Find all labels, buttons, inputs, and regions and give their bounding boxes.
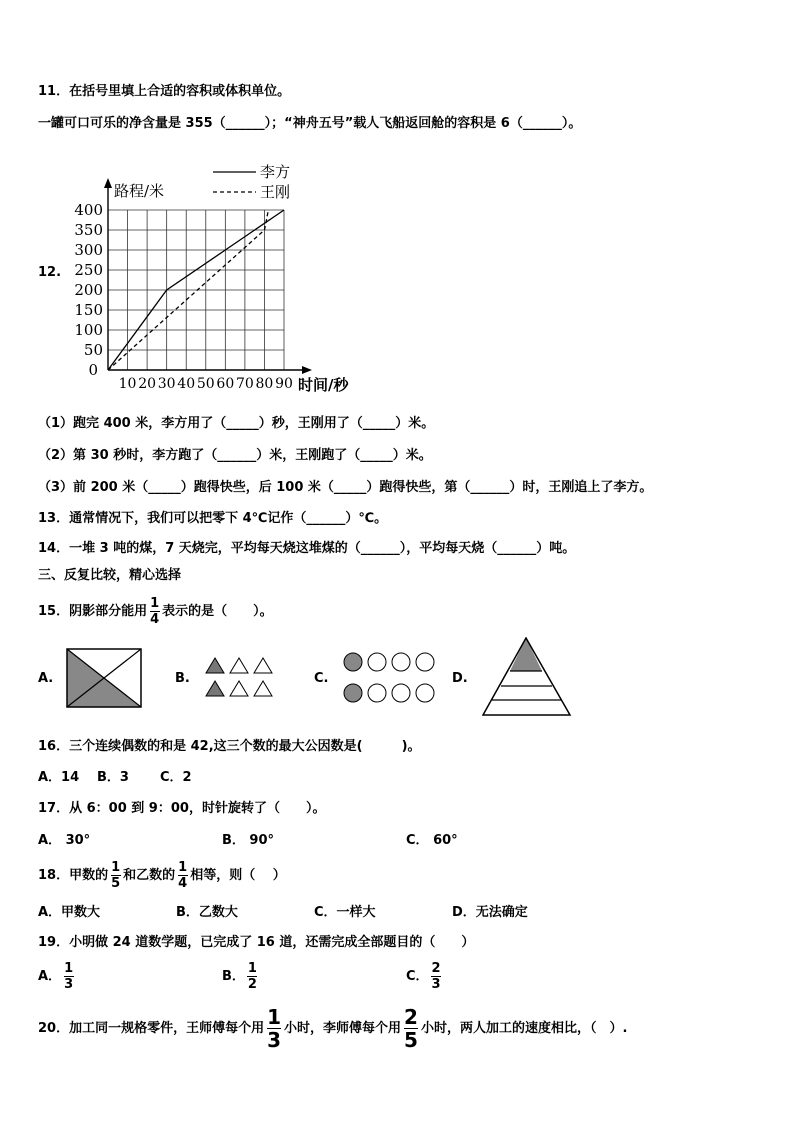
q20-mid: 小时，李师傅每个用 [284, 1021, 402, 1036]
denominator: 3 [64, 977, 74, 992]
section-heading: 三、反复比较，精心选择 [38, 568, 182, 583]
q12-sub2: （2）第 30 秒时，李方跑了（______）米，王刚跑了（_____）米。 [38, 448, 432, 463]
option-d-pyramid-figure [482, 637, 572, 717]
fraction [63, 962, 74, 991]
q12-sub3: （3）前 200 米（_____）跑得快些，后 100 米（_____）跑得快些，第（______）时，王刚追上了李方。 [38, 480, 653, 495]
y-tick-label: 200 [74, 281, 103, 299]
q20-pre: 20．加工同一规格零件，王师傅每个用 [38, 1021, 265, 1036]
y-tick-label: 150 [74, 301, 103, 319]
q19-option-b [222, 962, 260, 991]
x-tick-label: 90 [275, 376, 293, 392]
q17-option-c: C． 60° [406, 833, 458, 848]
option-b-triangles-figure [204, 656, 276, 700]
q15-option-a-label: A. [38, 671, 54, 686]
distance-time-chart [60, 160, 390, 395]
numerator: 1 [178, 860, 188, 875]
denominator: 5 [111, 876, 121, 891]
q15-option-c-label: C. [314, 671, 329, 686]
q15-pre: 15．阴影部分能用 [38, 604, 148, 619]
x-tick-label: 20 [138, 376, 157, 392]
denominator: 2 [247, 977, 257, 992]
option-label: B． [222, 969, 245, 984]
q12-sub1: （1）跑完 400 米，李方用了（_____）秒，王刚用了（_____）米。 [38, 416, 435, 431]
denominator: 3 [431, 977, 441, 992]
numerator: 1 [64, 961, 74, 976]
legend-label-1: 李方 [260, 163, 291, 181]
q11-title: 11．在括号里填上合适的容积或体积单位。 [38, 84, 291, 99]
option-a-square-figure [66, 648, 142, 708]
q20 [38, 1007, 627, 1050]
y-tick-label: 100 [74, 321, 103, 339]
legend-label-2: 王刚 [260, 183, 291, 201]
origin-label: 0 [88, 361, 98, 379]
x-tick-label: 40 [177, 376, 196, 392]
numerator: 2 [431, 961, 441, 976]
fraction [149, 597, 160, 626]
q17: 17．从 6：00 到 9：00，时针旋转了（ ）。 [38, 801, 326, 816]
q18-pre: 18．甲数的 [38, 868, 109, 883]
q15-option-d-label: D. [452, 671, 468, 686]
q18-option-c: C．一样大 [314, 905, 376, 920]
fraction [110, 861, 121, 890]
x-tick-label: 70 [235, 376, 254, 392]
q14: 14．一堆 3 吨的煤，7 天烧完，平均每天烧这堆煤的（______），平均每天烧（______）吨。 [38, 541, 576, 556]
numerator: 1 [111, 860, 121, 875]
denominator: 5 [404, 1028, 418, 1052]
q20-post: 小时，两人加工的速度相比，（ ）. [420, 1021, 628, 1036]
denominator: 4 [178, 876, 188, 891]
q19: 19．小明做 24 道数学题，已完成了 16 道，还需完成全部题目的（ ） [38, 935, 475, 950]
q19-option-a [38, 962, 76, 991]
fraction [266, 1007, 282, 1050]
x-tick-label: 80 [255, 376, 274, 392]
x-tick-label: 60 [216, 376, 235, 392]
numerator: 1 [247, 961, 257, 976]
y-axis-arrow [104, 178, 112, 188]
q18-mid: 和乙数的 [123, 868, 176, 883]
q16-option-b: B．3 [97, 770, 129, 785]
fraction [403, 1007, 419, 1050]
q15-question [38, 597, 273, 626]
q12-number: 12. [38, 265, 62, 280]
q16-option-c: C．2 [160, 770, 192, 785]
q16-option-a: A．14 [38, 770, 80, 785]
option-c-circles-figure [342, 651, 438, 705]
y-tick-label: 250 [74, 261, 103, 279]
q18 [38, 861, 286, 890]
denominator: 4 [150, 612, 160, 627]
q13: 13．通常情况下，我们可以把零下 4℃记作（______）℃。 [38, 511, 388, 526]
numerator: 1 [150, 596, 160, 611]
x-tick-label: 30 [157, 376, 176, 392]
q15-option-b-label: B. [175, 671, 190, 686]
x-tick-label: 50 [196, 376, 215, 392]
q18-post: 相等，则（ ） [190, 868, 286, 883]
x-tick-label: 10 [118, 376, 137, 392]
numerator: 2 [404, 1005, 418, 1029]
fraction [431, 962, 442, 991]
numerator: 1 [267, 1005, 282, 1029]
y-tick-label: 400 [74, 201, 103, 219]
q16: 16．三个连续偶数的和是 42,这三个数的最大公因数是( )。 [38, 739, 421, 754]
y-axis-label: 路程/米 [114, 182, 165, 200]
q19-option-c [406, 962, 444, 991]
y-tick-label: 50 [83, 341, 103, 359]
q18-option-b: B．乙数大 [176, 905, 238, 920]
x-axis-arrow [302, 366, 312, 374]
q15-post: 表示的是（ ）。 [162, 604, 273, 619]
fraction [247, 962, 258, 991]
x-axis-label: 时间/秒 [298, 376, 349, 394]
q17-option-a: A． 30° [38, 833, 91, 848]
option-label: A． [38, 969, 62, 984]
q18-option-a: A．甲数大 [38, 905, 101, 920]
q18-option-d: D．无法确定 [452, 905, 528, 920]
option-label: C． [406, 969, 429, 984]
q11-line: 一罐可口可乐的净含量是 355（______）；“神舟五号”载人飞船返回舱的容积是 6（______）。 [38, 116, 582, 131]
denominator: 3 [267, 1028, 282, 1052]
y-tick-label: 350 [74, 221, 103, 239]
fraction [177, 861, 188, 890]
y-tick-label: 300 [74, 241, 103, 259]
q17-option-b: B． 90° [222, 833, 275, 848]
